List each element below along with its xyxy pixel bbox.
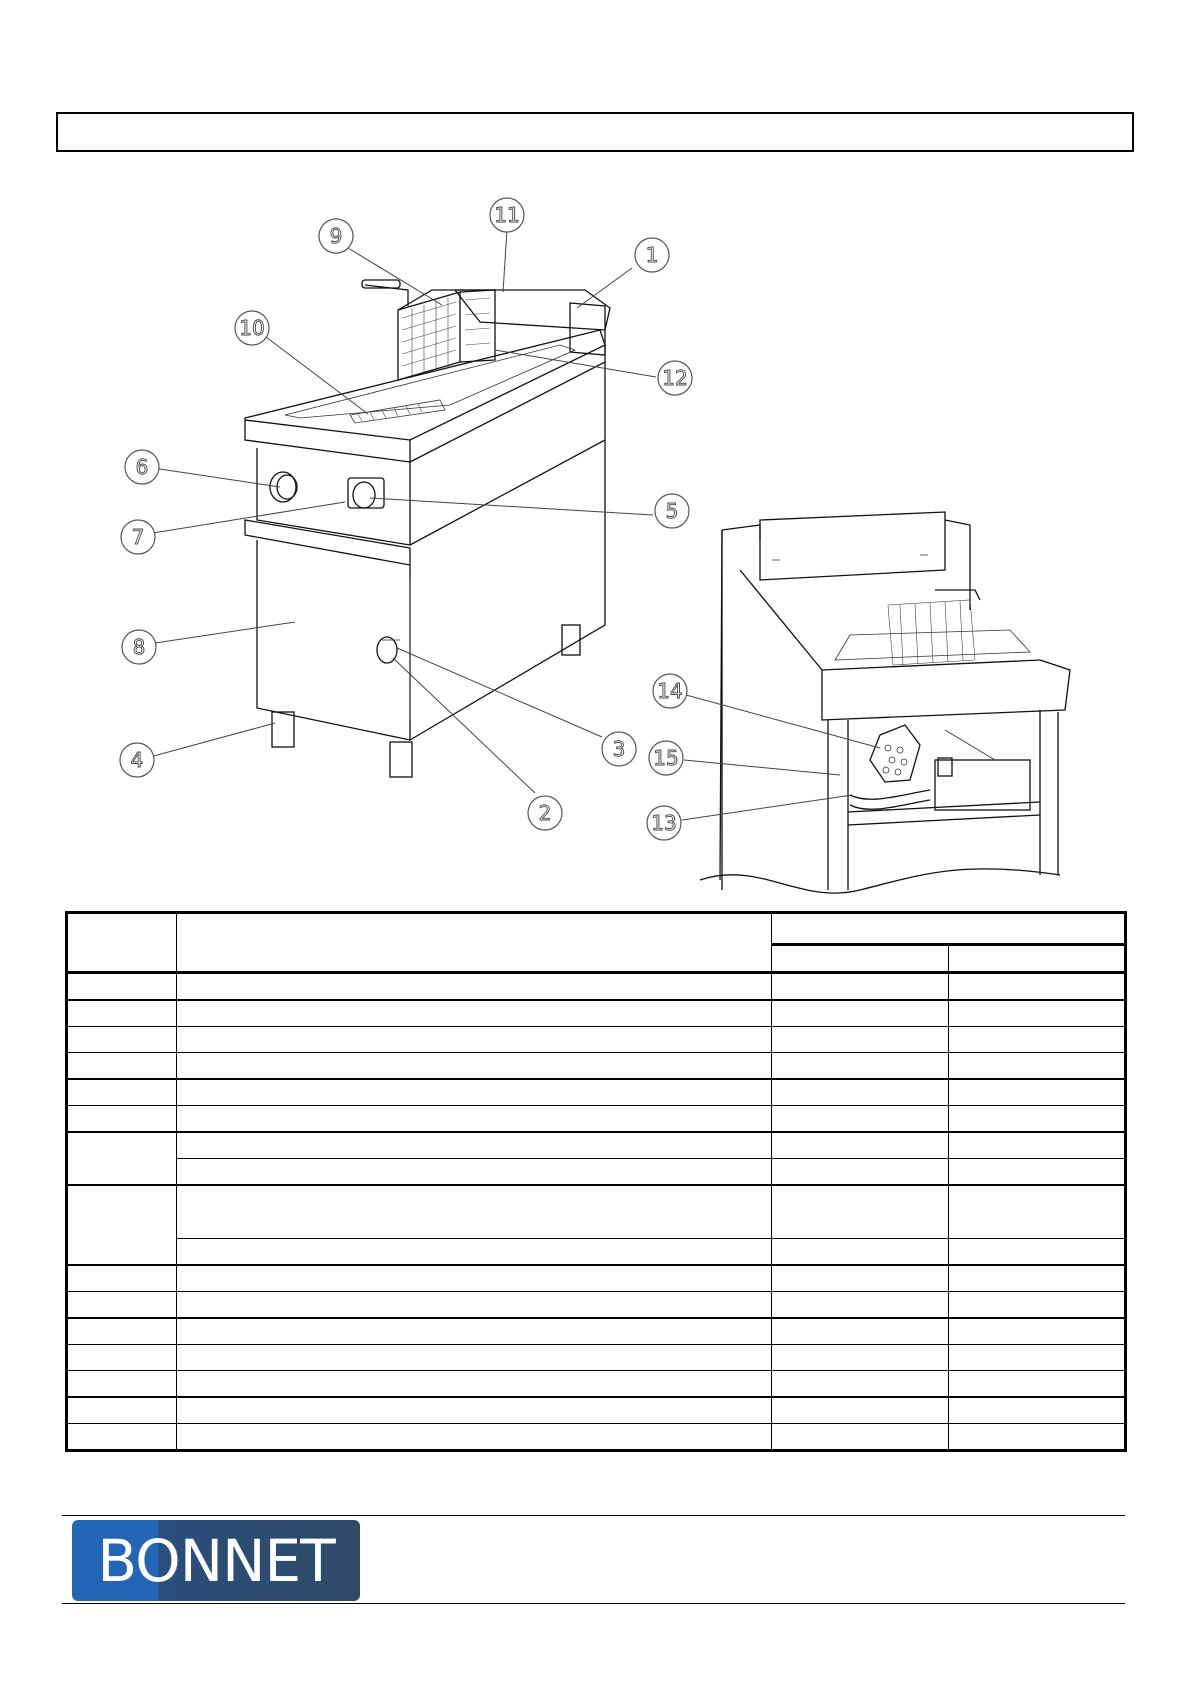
bonnet-logo [72, 1520, 360, 1601]
bonnet-logo-text: BONNET [97, 1526, 335, 1595]
table-row [67, 1397, 1126, 1424]
callout-9 [319, 219, 353, 253]
callout-13-label: 13 [651, 811, 677, 835]
callout-11-label: 11 [494, 203, 520, 227]
callout-14-label: 14 [657, 679, 683, 703]
header-cell-codes [772, 913, 1126, 945]
callout-10-label: 10 [239, 316, 265, 340]
header-cell-code-b [949, 945, 1126, 973]
callout-15-label: 15 [653, 746, 679, 770]
callout-7-label: 7 [131, 525, 145, 549]
callout-8 [122, 630, 156, 664]
table-row [67, 1079, 1126, 1106]
table-row [67, 1185, 1126, 1239]
callout-4 [120, 743, 154, 777]
callout-1-label: 1 [645, 243, 659, 267]
table-row [67, 1292, 1126, 1319]
footer-divider-top [62, 1515, 1125, 1516]
table-row [67, 1371, 1126, 1398]
callout-5 [655, 494, 689, 528]
fryer-front-view [245, 280, 610, 777]
callout-1 [635, 238, 669, 272]
callout-12 [658, 361, 692, 395]
table-row [67, 1318, 1126, 1345]
callout-7 [121, 520, 155, 554]
table-row [67, 1106, 1126, 1133]
callout-5-label: 5 [665, 499, 679, 523]
table-row [67, 1132, 1126, 1159]
table-row [67, 1345, 1126, 1371]
callout-2-label: 2 [538, 801, 552, 825]
header-cell-description [177, 913, 772, 973]
callout-6-label: 6 [135, 455, 149, 479]
header-cell-code-a [772, 945, 949, 973]
table-row [67, 1159, 1126, 1186]
table-row [67, 1000, 1126, 1027]
table-row [67, 1265, 1126, 1292]
table-row [67, 973, 1126, 1001]
callout-4-label: 4 [130, 748, 144, 772]
callout-3-label: 3 [612, 737, 626, 761]
callout-10 [235, 311, 269, 345]
table-row [67, 1053, 1126, 1080]
callout-2 [528, 796, 562, 830]
footer-divider-bottom [62, 1603, 1125, 1604]
table-row [67, 1239, 1126, 1266]
table-row [67, 1027, 1126, 1053]
callout-6 [125, 450, 159, 484]
table-row [67, 1424, 1126, 1451]
callout-15 [649, 741, 683, 775]
callout-12-label: 12 [662, 366, 688, 390]
header-cell-ref [67, 913, 177, 973]
fryer-rear-view [700, 512, 1070, 893]
callout-3 [602, 732, 636, 766]
callout-11 [490, 198, 524, 232]
callout-9-label: 9 [329, 224, 343, 248]
parts-table [65, 911, 1127, 1452]
callout-13 [647, 806, 681, 840]
callout-14 [653, 674, 687, 708]
callout-8-label: 8 [132, 635, 146, 659]
